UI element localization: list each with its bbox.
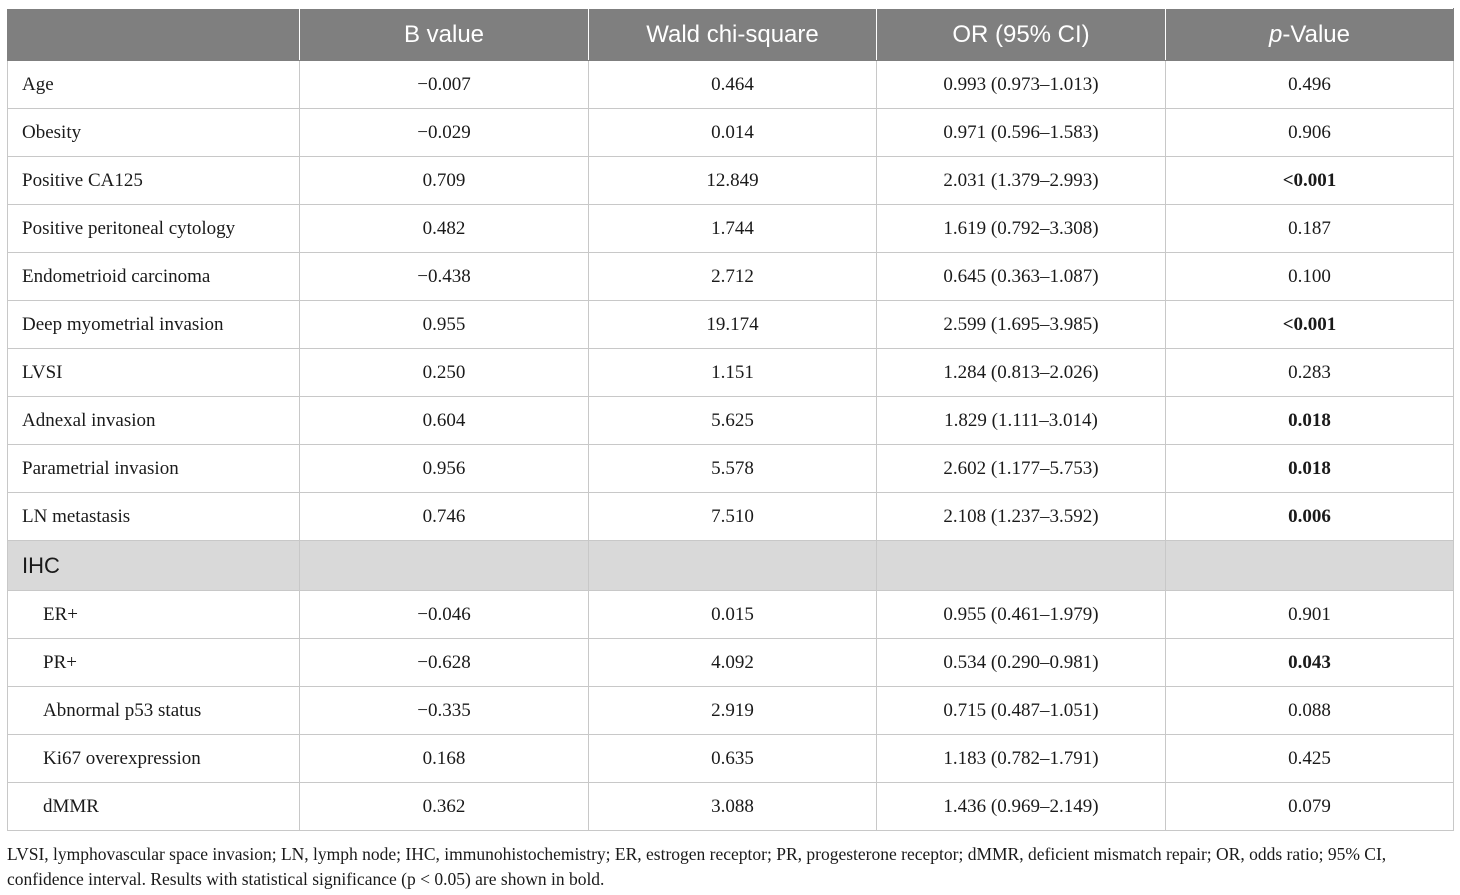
- cell-b-value: −0.046: [300, 591, 589, 639]
- row-label: ER+: [8, 591, 300, 639]
- row-label: Obesity: [8, 109, 300, 157]
- section-empty-cell: [1166, 541, 1454, 591]
- cell-p-value: 0.088: [1166, 687, 1454, 735]
- table-row: [8, 397, 1454, 445]
- cell-p-value: 0.496: [1166, 61, 1454, 109]
- cell-or-ci: 2.031 (1.379–2.993): [877, 157, 1166, 205]
- cell-wald-chi-square: 1.151: [589, 349, 877, 397]
- cell-p-value: 0.018: [1166, 445, 1454, 493]
- cell-or-ci: 0.971 (0.596–1.583): [877, 109, 1166, 157]
- header-p-italic: p: [1269, 20, 1283, 48]
- cell-p-value: 0.425: [1166, 735, 1454, 783]
- row-label: Positive peritoneal cytology: [8, 205, 300, 253]
- table-row: [8, 61, 1454, 109]
- table-row: [8, 783, 1454, 831]
- header-p-dash: -: [1282, 20, 1291, 48]
- cell-wald-chi-square: 0.464: [589, 61, 877, 109]
- cell-or-ci: 0.715 (0.487–1.051): [877, 687, 1166, 735]
- cell-b-value: −0.029: [300, 109, 589, 157]
- row-label: LN metastasis: [8, 493, 300, 541]
- row-label: LVSI: [8, 349, 300, 397]
- table-footnote: LVSI, lymphovascular space invasion; LN, lymph node; IHC, immunohistochemistry; ER, estrogen receptor; PR, progesterone receptor; dMMR, deficient mismatch repair; OR, odds ratio; 95% CI, confidence interval. Results with statistical significance (p < 0.05) are shown in bold.: [7, 844, 1387, 889]
- cell-p-value: <0.001: [1166, 301, 1454, 349]
- cell-p-value: 0.006: [1166, 493, 1454, 541]
- row-label: PR+: [8, 639, 300, 687]
- cell-b-value: 0.746: [300, 493, 589, 541]
- cell-b-value: 0.250: [300, 349, 589, 397]
- cell-b-value: −0.438: [300, 253, 589, 301]
- table-row: [8, 493, 1454, 541]
- results-table-container: [7, 8, 1453, 831]
- row-label: Endometrioid carcinoma: [8, 253, 300, 301]
- cell-p-value: 0.906: [1166, 109, 1454, 157]
- cell-b-value: 0.709: [300, 157, 589, 205]
- cell-p-value: 0.901: [1166, 591, 1454, 639]
- row-label: Age: [8, 61, 300, 109]
- header-p-text: Value: [1290, 20, 1350, 48]
- cell-b-value: −0.628: [300, 639, 589, 687]
- row-label: Abnormal p53 status: [8, 687, 300, 735]
- cell-b-value: 0.955: [300, 301, 589, 349]
- cell-p-value: 0.283: [1166, 349, 1454, 397]
- row-label: Ki67 overexpression: [8, 735, 300, 783]
- section-row: [8, 541, 1454, 591]
- cell-b-value: 0.956: [300, 445, 589, 493]
- table-row: [8, 301, 1454, 349]
- section-empty-cell: [877, 541, 1166, 591]
- cell-b-value: −0.007: [300, 61, 589, 109]
- row-label: Deep myometrial invasion: [8, 301, 300, 349]
- header-row: [8, 9, 1454, 61]
- header-b-value: B value: [300, 9, 589, 61]
- row-label: Parametrial invasion: [8, 445, 300, 493]
- table-body: [8, 61, 1454, 831]
- header-p-value: [1166, 9, 1454, 61]
- cell-wald-chi-square: 19.174: [589, 301, 877, 349]
- cell-b-value: 0.482: [300, 205, 589, 253]
- header-wald-chi-square: Wald chi-square: [589, 9, 877, 61]
- cell-wald-chi-square: 0.014: [589, 109, 877, 157]
- cell-wald-chi-square: 3.088: [589, 783, 877, 831]
- cell-or-ci: 2.599 (1.695–3.985): [877, 301, 1166, 349]
- cell-or-ci: 1.436 (0.969–2.149): [877, 783, 1166, 831]
- row-label: dMMR: [8, 783, 300, 831]
- table-row: [8, 735, 1454, 783]
- table-row: [8, 591, 1454, 639]
- cell-p-value: 0.043: [1166, 639, 1454, 687]
- cell-wald-chi-square: 2.919: [589, 687, 877, 735]
- cell-wald-chi-square: 0.015: [589, 591, 877, 639]
- cell-or-ci: 2.108 (1.237–3.592): [877, 493, 1166, 541]
- cell-b-value: 0.362: [300, 783, 589, 831]
- cell-or-ci: 0.993 (0.973–1.013): [877, 61, 1166, 109]
- table-row: [8, 109, 1454, 157]
- table-header: [8, 9, 1454, 61]
- cell-p-value: 0.018: [1166, 397, 1454, 445]
- table-row: [8, 157, 1454, 205]
- cell-p-value: <0.001: [1166, 157, 1454, 205]
- cell-b-value: 0.604: [300, 397, 589, 445]
- header-or-ci: OR (95% CI): [877, 9, 1166, 61]
- row-label: Adnexal invasion: [8, 397, 300, 445]
- table-row: [8, 253, 1454, 301]
- cell-or-ci: 1.284 (0.813–2.026): [877, 349, 1166, 397]
- cell-or-ci: 1.829 (1.111–3.014): [877, 397, 1166, 445]
- cell-or-ci: 2.602 (1.177–5.753): [877, 445, 1166, 493]
- cell-wald-chi-square: 1.744: [589, 205, 877, 253]
- table-row: [8, 349, 1454, 397]
- cell-p-value: 0.187: [1166, 205, 1454, 253]
- row-label: Positive CA125: [8, 157, 300, 205]
- cell-b-value: −0.335: [300, 687, 589, 735]
- logistic-regression-table: [7, 8, 1454, 831]
- table-row: [8, 205, 1454, 253]
- cell-p-value: 0.100: [1166, 253, 1454, 301]
- table-row: [8, 687, 1454, 735]
- cell-or-ci: 0.645 (0.363–1.087): [877, 253, 1166, 301]
- cell-wald-chi-square: 12.849: [589, 157, 877, 205]
- cell-or-ci: 1.183 (0.782–1.791): [877, 735, 1166, 783]
- section-label: IHC: [8, 541, 300, 591]
- cell-wald-chi-square: 5.578: [589, 445, 877, 493]
- table-row: [8, 639, 1454, 687]
- section-empty-cell: [300, 541, 589, 591]
- section-empty-cell: [589, 541, 877, 591]
- cell-b-value: 0.168: [300, 735, 589, 783]
- cell-or-ci: 0.955 (0.461–1.979): [877, 591, 1166, 639]
- table-row: [8, 445, 1454, 493]
- header-variable: [8, 9, 300, 61]
- cell-wald-chi-square: 2.712: [589, 253, 877, 301]
- cell-wald-chi-square: 4.092: [589, 639, 877, 687]
- cell-p-value: 0.079: [1166, 783, 1454, 831]
- cell-or-ci: 0.534 (0.290–0.981): [877, 639, 1166, 687]
- cell-wald-chi-square: 7.510: [589, 493, 877, 541]
- cell-wald-chi-square: 5.625: [589, 397, 877, 445]
- cell-or-ci: 1.619 (0.792–3.308): [877, 205, 1166, 253]
- cell-wald-chi-square: 0.635: [589, 735, 877, 783]
